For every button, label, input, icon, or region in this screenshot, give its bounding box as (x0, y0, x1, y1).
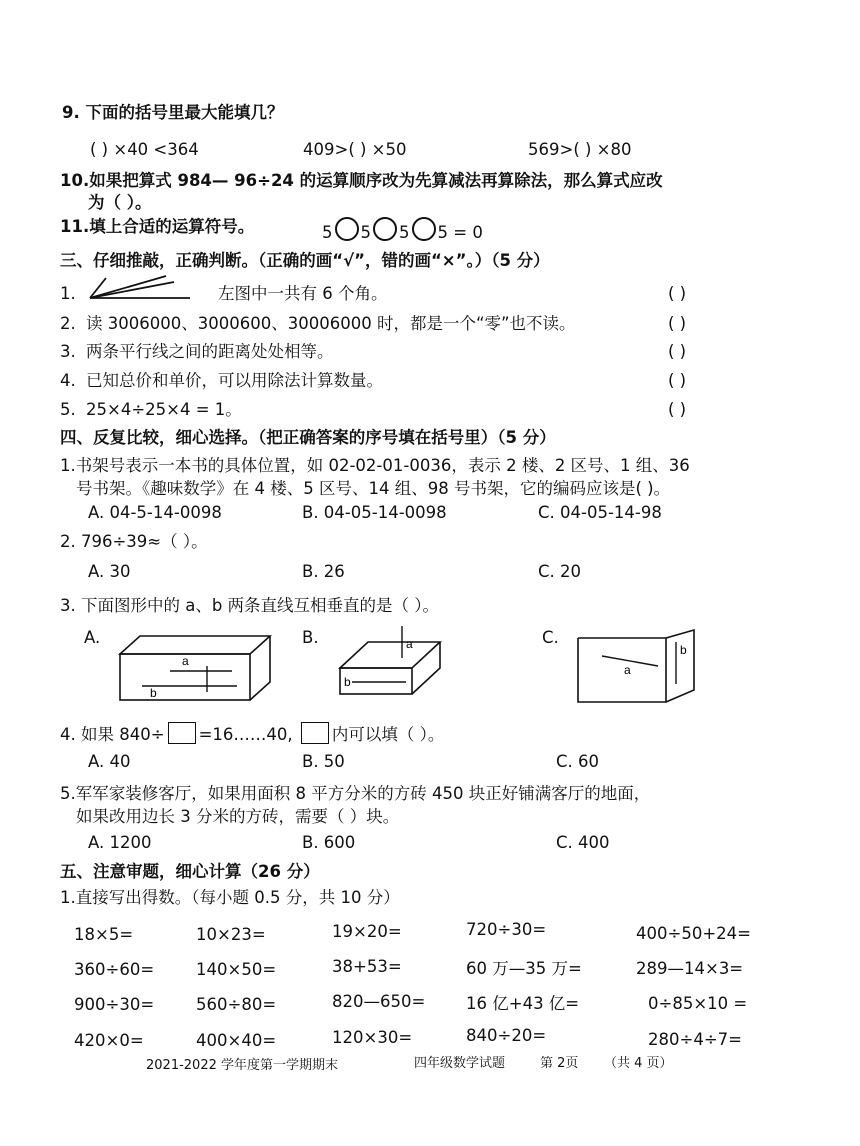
s3-item-text: 25×4÷25×4 = 1。 (86, 400, 242, 419)
label-b: b (344, 675, 351, 689)
calc-item: 820—650= (332, 992, 426, 1011)
option-b[interactable]: B. 26 (302, 562, 345, 581)
q11-num: 5 (360, 223, 371, 242)
option-b[interactable]: B. 04-05-14-0098 (302, 503, 447, 522)
q11-num: 5 (437, 223, 448, 242)
q11-label: 11.填上合适的运算符号。 (60, 217, 255, 236)
s3-item-num: 1. (60, 284, 76, 303)
calc-item: 360÷60= (74, 960, 155, 979)
figure-b-box (334, 624, 444, 704)
s4-q1-line1: 1.书架号表示一本书的具体位置，如 02-02-01-0036，表示 2 楼、2 区号、1 组、36 (60, 456, 690, 475)
calc-item: 280÷4÷7= (648, 1030, 742, 1049)
option-c[interactable]: C. 400 (556, 833, 610, 852)
figure-a-cuboid (112, 630, 282, 706)
option-a[interactable]: A. (84, 628, 101, 647)
s4-q3: 3. 下面图形中的 a、b 两条直线互相垂直的是（ ）。 (60, 596, 440, 615)
q11-expression (322, 217, 483, 243)
calc-item: 18×5= (74, 925, 134, 944)
blank-circle[interactable] (412, 217, 436, 241)
answer-paren[interactable]: ( ) (668, 314, 687, 333)
section5-title: 五、注意审题，细心计算（26 分） (60, 862, 320, 881)
option-b[interactable]: B. 50 (302, 752, 345, 771)
calc-item: 400×40= (196, 1031, 277, 1050)
option-b[interactable]: B. (302, 628, 319, 647)
s4-q5-line2: 如果改用边长 3 分米的方砖，需要（ ）块。 (76, 807, 400, 826)
option-a[interactable]: A. 40 (88, 752, 131, 771)
calc-item: 120×30= (332, 1028, 413, 1047)
option-a[interactable]: A. 1200 (88, 833, 152, 852)
answer-paren[interactable]: ( ) (668, 284, 687, 303)
option-c[interactable]: C. (542, 628, 559, 647)
label-a: a (406, 637, 413, 651)
q11-num: 5 (399, 223, 410, 242)
option-a[interactable]: A. 04-5-14-0098 (88, 503, 222, 522)
calc-item: 289—14×3= (636, 959, 744, 978)
s4-q2: 2. 796÷39≈（ ）。 (60, 532, 208, 551)
section3-title: 三、仔细推敲，正确判断。（正确的画“√”，错的画“×”。）（5 分） (60, 251, 550, 270)
calc-item: 38+53= (332, 957, 402, 976)
q9-item-a: ( ) ×40 <364 (90, 140, 199, 159)
calc-item: 10×23= (196, 925, 266, 944)
calc-item: 840÷20= (466, 1026, 547, 1045)
calc-item: 19×20= (332, 922, 402, 941)
section4-title: 四、反复比较，细心选择。（把正确答案的序号填在括号里）（5 分） (60, 428, 556, 447)
calc-item: 16 亿+43 亿= (466, 994, 580, 1013)
s3-item-num: 3. (60, 342, 76, 361)
option-a[interactable]: A. 30 (88, 562, 131, 581)
figure-c-planes (576, 628, 701, 706)
option-c[interactable]: C. 60 (556, 752, 600, 771)
answer-paren[interactable]: ( ) (668, 371, 687, 390)
blank-circle[interactable] (335, 217, 359, 241)
q4-pre: 4. 如果 840÷ (60, 725, 165, 744)
footer-total: （共 4 页） (604, 1056, 673, 1071)
q10-line2: 为（ ）。 (88, 193, 152, 212)
q11-num: 5 (322, 223, 333, 242)
q9-item-b: 409>( ) ×50 (303, 140, 407, 159)
s3-item-text: 两条平行线之间的距离处处相等。 (86, 342, 334, 361)
q9-title: 9. 下面的括号里最大能填几？ (62, 103, 284, 122)
q9-item-c: 569>( ) ×80 (528, 140, 632, 159)
calc-item: 140×50= (196, 960, 277, 979)
blank-circle[interactable] (373, 217, 397, 241)
blank-box[interactable] (168, 722, 196, 744)
label-a: a (182, 654, 189, 668)
s4-q5-line1: 5.军军家装修客厅，如果用面积 8 平方分米的方砖 450 块正好铺满客厅的地面， (60, 784, 651, 803)
q11-end: = 0 (453, 223, 483, 242)
option-b[interactable]: B. 600 (302, 833, 356, 852)
label-b: b (150, 686, 157, 700)
q4-mid: =16……40, (198, 725, 293, 744)
answer-paren[interactable]: ( ) (668, 342, 687, 361)
footer-page: 第 2页 (540, 1056, 579, 1071)
answer-paren[interactable]: ( ) (668, 400, 687, 419)
s3-item-num: 2. (60, 314, 76, 333)
calc-item: 0÷85×10 = (648, 994, 748, 1013)
q10-line1: 10.如果把算式 984— 96÷24 的运算顺序改为先算减法再算除法，那么算式应改 (60, 171, 663, 190)
label-b: b (680, 643, 687, 657)
s3-item-text: 左图中一共有 6 个角。 (218, 284, 388, 303)
s3-item-text: 读 3006000、3000600、30006000 时，都是一个“零”也不读。 (86, 314, 576, 333)
blank-box[interactable] (301, 722, 329, 744)
calc-item: 900÷30= (74, 995, 155, 1014)
calc-item: 560÷80= (196, 995, 277, 1014)
s3-item-num: 4. (60, 371, 76, 390)
footer-term: 2021-2022 学年度第一学期期末 (146, 1058, 338, 1073)
calc-item: 720÷30= (466, 920, 547, 939)
s5-sub1: 1.直接写出得数。（每小题 0.5 分，共 10 分） (60, 888, 400, 907)
s3-item-text: 已知总价和单价，可以用除法计算数量。 (86, 371, 383, 390)
option-c[interactable]: C. 04-05-14-98 (538, 503, 662, 522)
calc-item: 420×0= (74, 1031, 144, 1050)
angle-rays-figure (86, 274, 196, 302)
s3-item-num: 5. (60, 400, 76, 419)
label-a: a (624, 663, 631, 677)
option-c[interactable]: C. 20 (538, 562, 582, 581)
q4-post: 内可以填（ ）。 (331, 725, 445, 744)
s4-q4 (60, 722, 444, 745)
s4-q1-line2: 号书架。《趣味数学》在 4 楼、5 区号、14 组、98 号书架，它的编码应该是( )。 (76, 479, 671, 498)
calc-item: 400÷50+24= (636, 924, 751, 943)
footer-subject: 四年级数学试题 (414, 1056, 506, 1071)
calc-item: 60 万—35 万= (466, 959, 582, 978)
